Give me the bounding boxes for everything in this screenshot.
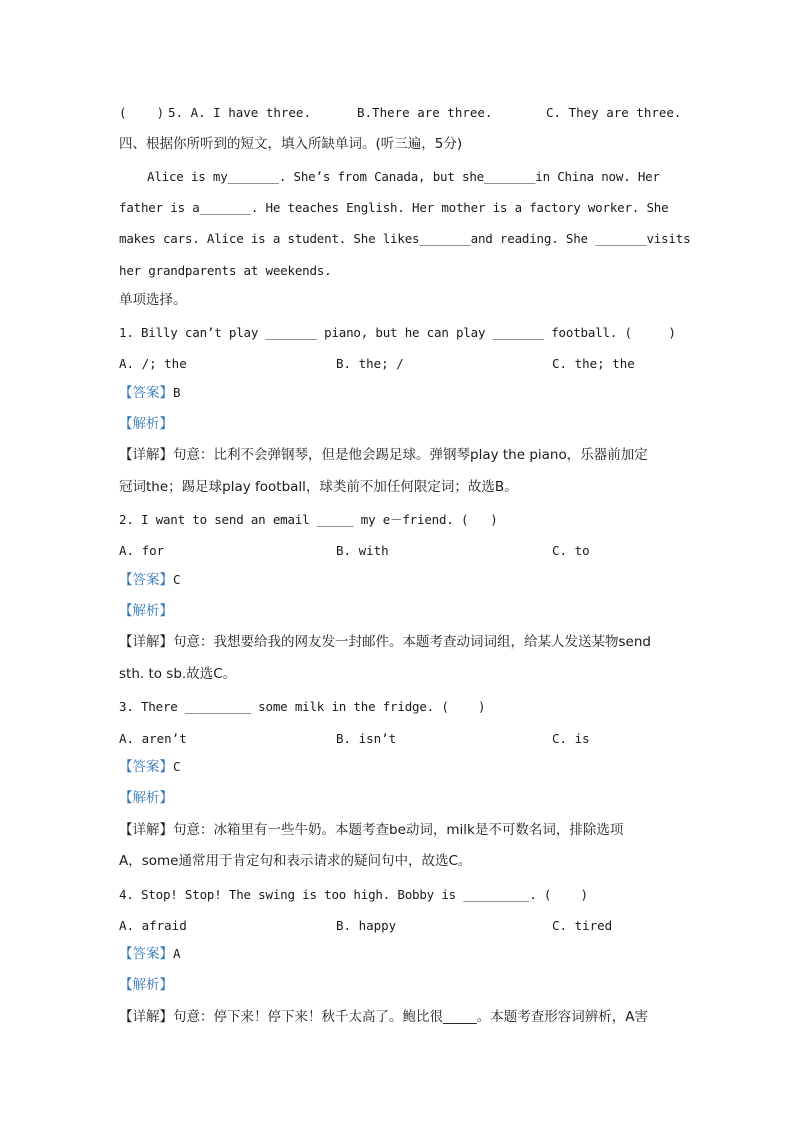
question-3-options: [0, 731, 794, 747]
analysis-label: 【解析】: [119, 416, 173, 432]
question-2-detail-line-2: sth. to sb.故选C。: [119, 666, 237, 682]
analysis-label: 【解析】: [119, 977, 173, 993]
question-3-detail-line-1: [119, 822, 623, 838]
question-2-option-a: A. for: [119, 543, 165, 558]
detail-text: 句意：停下来！停下来！秋千太高了。鲍比很_____。本题考查形容词辨析，A害: [173, 1009, 648, 1025]
question-3-detail-line-2: A，some通常用于肯定句和表示请求的疑问句中，故选C。: [119, 853, 472, 869]
prev-question-paren: ( ): [119, 105, 165, 120]
answer-value: A: [173, 946, 181, 961]
detail-text: 句意：冰箱里有一些牛奶。本题考查be动词，milk是不可数名词，排除选项: [173, 822, 624, 838]
prev-question-option-b: B.There are three.: [357, 105, 493, 120]
answer-value: C: [173, 759, 181, 774]
question-1-detail-line-2: 冠词the；踢足球play football，球类前不加任何限定词；故选B。: [119, 479, 518, 495]
question-3-option-a: A. aren’t: [119, 731, 187, 746]
question-4-analysis: [119, 977, 173, 993]
question-1-detail-line-1: [119, 447, 648, 463]
analysis-label: 【解析】: [119, 790, 173, 806]
question-2-option-c: C. to: [552, 543, 590, 558]
passage-line-2: father is a_______. He teaches English. Her mother is a factory worker. She: [119, 200, 669, 215]
question-3-option-b: B. isn’t: [336, 731, 397, 746]
answer-value: B: [173, 385, 181, 400]
question-2-detail-line-1: [119, 634, 651, 650]
question-2-option-b: B. with: [336, 543, 389, 558]
prev-question-option-a: 5. A. I have three.: [168, 105, 311, 120]
passage-line-1: Alice is my_______. She’s from Canada, but she_______in China now. Her: [147, 169, 660, 184]
prev-question-option-c: C. They are three.: [546, 105, 682, 120]
question-1-option-a: A. /; the: [119, 356, 187, 371]
mc-heading: 单项选择。: [119, 292, 187, 308]
question-2-answer: [119, 572, 181, 588]
question-4-option-c: C. tired: [552, 918, 613, 933]
detail-label: 【详解】: [119, 447, 173, 463]
question-3-answer: [119, 759, 181, 775]
answer-value: C: [173, 572, 181, 587]
answer-label: 【答案】: [119, 946, 173, 962]
answer-label: 【答案】: [119, 759, 173, 775]
question-2-analysis: [119, 603, 173, 619]
question-1-analysis: [119, 416, 173, 432]
question-3-analysis: [119, 790, 173, 806]
question-3-option-c: C. is: [552, 731, 590, 746]
question-4-options: [0, 918, 794, 934]
question-4-answer: [119, 946, 181, 962]
question-1-answer: [119, 385, 181, 401]
question-3-stem: 3. There _________ some milk in the fridge. ( ): [119, 699, 486, 714]
detail-label: 【详解】: [119, 634, 173, 650]
analysis-label: 【解析】: [119, 603, 173, 619]
detail-label: 【详解】: [119, 1009, 173, 1025]
answer-label: 【答案】: [119, 572, 173, 588]
question-1-option-c: C. the; the: [552, 356, 635, 371]
question-4-option-a: A. afraid: [119, 918, 187, 933]
question-2-options: [0, 543, 794, 559]
prev-question-row: [0, 105, 794, 121]
question-1-stem: 1. Billy can’t play _______ piano, but he can play _______ football. ( ): [119, 325, 676, 340]
question-2-stem: 2. I want to send an email _____ my e－friend. ( ): [119, 512, 498, 527]
question-4-option-b: B. happy: [336, 918, 397, 933]
section4-heading: 四、根据你所听到的短文，填入所缺单词。(听三遍，5分): [119, 136, 463, 152]
passage-line-4: her grandparents at weekends.: [119, 263, 332, 278]
detail-text: 句意：我想要给我的网友发一封邮件。本题考查动词词组，给某人发送某物send: [173, 634, 651, 650]
detail-text: 句意：比利不会弹钢琴，但是他会踢足球。弹钢琴play the piano，乐器前加定: [173, 447, 648, 463]
answer-label: 【答案】: [119, 385, 173, 401]
question-1-options: [0, 356, 794, 372]
question-1-option-b: B. the; /: [336, 356, 404, 371]
question-4-detail-line-1: [119, 1009, 648, 1025]
detail-label: 【详解】: [119, 822, 173, 838]
question-4-stem: 4. Stop! Stop! The swing is too high. Bobby is _________. ( ): [119, 887, 588, 902]
passage-line-3: makes cars. Alice is a student. She likes_______and reading. She _______visits: [119, 231, 691, 246]
